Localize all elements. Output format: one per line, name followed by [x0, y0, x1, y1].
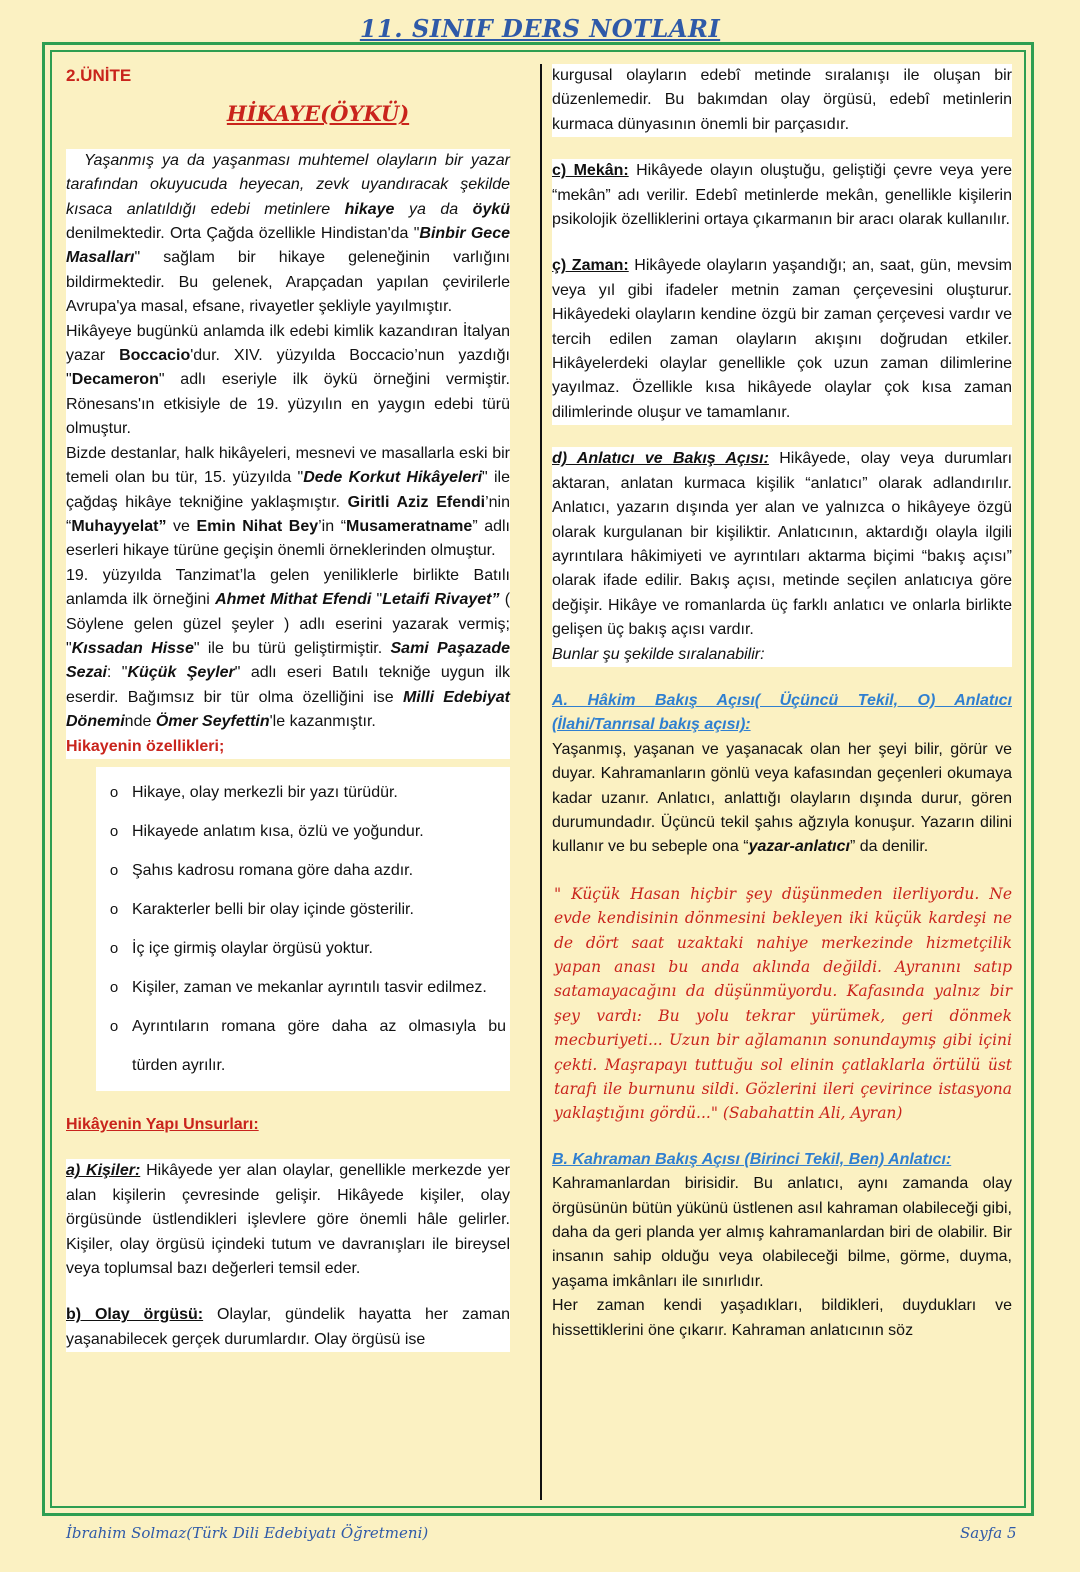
story-title: HİKAYE(ÖYKÜ): [226, 101, 410, 127]
intro-block: [66, 149, 510, 759]
list-item: o Ayrıntıların romana göre daha az olmasıyla bu türden ayrılır.: [96, 1007, 510, 1085]
elements-heading: Hikâyenin Yapı Unsurları:: [66, 1115, 259, 1133]
footer-author: İbrahim Solmaz(Türk Dili Edebiyatı Öğretmeni): [66, 1524, 429, 1542]
omniscient-narrator-heading: A. Hâkim Bakış Açısı( Üçüncü Tekil, O) Anlatıcı (İlahi/Tanrısal bakış açısı):: [552, 691, 1012, 734]
intro-paragraph-4: 19. yüzyılda Tanzimat’la gelen yeniliklerle birlikte Batılı anlamda ilk örneğini Ahmet Mithat Efendi "Letaifi Rivayet” ( Söylene gelen güzel şeyler ) adlı eserini yazarak vermiş; "Kıssadan Hisse" ile bu türü geliştirmiştir. Sami Paşazade Sezai: "Küçük Şeyler" adlı eseri Batılı tekniğe uygun ilk eserdir. Bağımsız bir tür olma özelliğini ise Milli Edebiyat Döneminde Ömer Seyfettin'le kazanmıştır.: [66, 566, 511, 731]
bullet-icon: o: [109, 1017, 119, 1035]
list-item: o Hikayede anlatım kısa, özlü ve yoğundur.: [96, 812, 510, 851]
narrator-list-intro: Bunlar şu şekilde sıralanabilir:: [552, 645, 765, 663]
page-header-title: 11. SINIF DERS NOTLARI: [359, 14, 721, 43]
element-narrator: d) Anlatıcı ve Bakış Açısı: Hikâyede, olay veya durumları aktaran, anlatan kurmaca kişilik “anlatıcı” olarak adlandırılır. Anlatıcı, yazarın dışında yer alan ve yalnızca o hikâyeye özgü olarak kurgulanan bir kişiliktir. Anlatıcının, aktardığı olayla ilgili ayrıntılara hâkimiyeti ve ayrıntıları aktarma biçimi “bakış açısı” olarak ifade edilir. Bakış açısı, metinde seçilen anlatıcıya göre değişir. Hikâye ve romanlarda üç farklı anlatıcı ve onlarla birlikte gelişen üç bakış açısı vardır.: [552, 450, 1013, 639]
plot-continued-block: [552, 64, 1012, 137]
bullet-icon: o: [109, 978, 119, 996]
list-item: o Karakterler belli bir olay içinde gösterilir.: [96, 890, 510, 929]
list-item: o Kişiler, zaman ve mekanlar ayrıntılı tasvir edilmez.: [96, 968, 510, 1007]
footer-page-number: Sayfa 5: [960, 1524, 1017, 1542]
element-plot-continued: kurgusal olayların edebî metinde sıralanışı ile oluşan bir düzenlemedir. Bu bakımdan olay örgüsü, edebî metinlerin kurmaca dünyasının önemli bir parçasıdır.: [552, 67, 1012, 133]
hero-narrator-text-1: Kahramanlardan birisidir. Bu anlatıcı, aynı zamanda olay örgüsünün bütün yükünü üstlenen asıl kahraman olabileceği gibi, daha da geri planda yer almış kahramanlardan biri de olabilir. Bir insanın sahip olduğu veya olabileceği bilme, görme, duyma, yaşama imkânları ile sınırlıdır.: [552, 1175, 1012, 1290]
intro-paragraph-2: Hikâyeye bugünkü anlamda ilk edebi kimlik kazandıran İtalyan yazar Boccacio'dur. XIV. yüzyılda Boccacio’nun yazdığı "Decameron" adlı eseriyle ilk öykü örneğini vermiştir. Rönesans'ın etkisiyle de 19. yüzyılın en yaygın edebi türü olmuştur.: [66, 322, 510, 438]
features-list: [96, 767, 510, 1091]
element-characters: a) Kişiler: Hikâyede yer alan olaylar, genellikle merkezde yer alan kişilerin çevresinde gelişir. Hikâyede kişiler, olay örgüsünde üstlendikleri işlevlere göre önemli hâle gelirler. Kişiler, olay örgüsü içindeki tutum ve davranışları ile bireysel veya toplumsal bazı değerleri temsil eder.: [66, 1162, 510, 1277]
list-item: o Şahıs kadrosu romana göre daha azdır.: [96, 851, 510, 890]
list-item: o İç içe girmiş olaylar örgüsü yoktur.: [96, 929, 510, 968]
intro-paragraph-3: Bizde destanlar, halk hikâyeleri, mesnevi ve masallarla eski bir temeli olan bu tür, 15. yüzyılda "Dede Korkut Hikâyeleri" ile çağdaş hikâye tekniğine yaklaşmıştır. Giritli Aziz Efendi’nin “Muhayyelat” ve Emin Nihat Bey’in “Musameratname” adlı eserleri hikaye türüne geçişin önemli örneklerinden olmuştur.: [66, 444, 511, 560]
features-heading: Hikayenin özellikleri;: [66, 737, 225, 755]
right-column: [552, 64, 1012, 1343]
bullet-icon: o: [109, 861, 119, 879]
element-time: ç) Zaman: Hikâyede olayların yaşandığı; an, saat, gün, mevsim veya yıl gibi ifadeler metnin zaman çerçevesini oluşturur. Hikâyedeki olayların kendine özgü bir zaman çerçevesi vardır ve tercih edilen zaman olayların akışını doğrudan etkiler. Hikâyelerdeki olaylar genellikle çok uzun zaman dilimlerine yayılmaz. Özellikle kısa hikâyede olaylar çok kısa zaman dilimlerinde oluşur ve tamamlanır.: [552, 257, 1012, 421]
hero-narrator-heading: B. Kahraman Bakış Açısı (Birinci Tekil, Ben) Anlatıcı:: [552, 1150, 952, 1168]
element-place: c) Mekân: Hikâyede olayın oluştuğu, geliştiği çevre veya yere “mekân” adı verilir. Edebî metinlerde mekân, genellikle kişilerin psikolojik özelliklerini ortaya çıkarmanın bir aracı olarak kullanılır.: [552, 162, 1013, 229]
bullet-icon: o: [109, 783, 119, 801]
intro-paragraph-1: Yaşanmış ya da yaşanması muhtemel olayların bir yazar tarafından okuyucuda heyecan, zevk uyandıracak şekilde kısaca anlatıldığı edebi metinlere hikaye ya da öykü denilmektedir. Orta Çağda özellikle Hindistan'da "Binbir Gece Masalları" sağlam bir hikaye geleneğinin varlığını bildirmektedir. Bu gelenek, Arapçadan yapılan çevirilerle Avrupa'ya masal, efsane, rivayetler şekliyle yayılmıştır.: [66, 151, 511, 316]
narrator-block: [552, 447, 1012, 667]
bullet-icon: o: [109, 900, 119, 918]
bullet-icon: o: [109, 939, 119, 957]
omniscient-narrator-text: Yaşanmış, yaşanan ve yaşanacak olan her şeyi bilir, görür ve duyar. Kahramanların gönlü veya kafasından geçenleri okumaya kadar uzanır. Anlatıcı, anlattığı olayların dışında durur, gören durumundadır. Üçüncü tekil şahıs ağzıyla konuşur. Yazarın dilini kullanır ve bu sebeple ona “yazar-anlatıcı” da denilir.: [552, 740, 1012, 856]
column-divider: [540, 64, 542, 1500]
elements-block: [66, 1159, 510, 1352]
story-quote: " Küçük Hasan hiçbir şey düşünmeden ilerliyordu. Ne evde kendisinin dönmesini bekleyen iki küçük kardeşi ne de dört saat uzaktaki nahiye merkezinde hizmetçilik yapan anası bu anda aklında değildi. Ayranını satıp satamayacağını da düşünmüyordu. Kafasında yalnız bir şey vardı: Bu yolu tekrar yürümek, geri dönmek mecburiyeti... Uzun bir ağlamanın sonundaymış gibi içini çekti. Maşrapayı tuttuğu sol elinin çatlaklarla örtülü üst tarafı ile burnunu sildi. Gözlerini ileri çevirince istasyona yaklaştığını gördü..." (Sabahattin Ali, Ayran): [554, 884, 1012, 1123]
list-item: o Hikaye, olay merkezli bir yazı türüdür.: [96, 773, 510, 812]
bullet-icon: o: [109, 822, 119, 840]
unit-label: 2.ÜNİTE: [66, 66, 132, 85]
left-column: [66, 64, 510, 1352]
hero-narrator-text-2: Her zaman kendi yaşadıkları, bildikleri, duydukları ve hissettiklerini öne çıkarır. Kahraman anlatıcının söz: [552, 1297, 1012, 1339]
place-time-block: [552, 159, 1012, 425]
element-plot: b) Olay örgüsü: Olaylar, gündelik hayatta her zaman yaşanabilecek gerçek durumlardır. Olay örgüsü ise: [66, 1306, 510, 1348]
